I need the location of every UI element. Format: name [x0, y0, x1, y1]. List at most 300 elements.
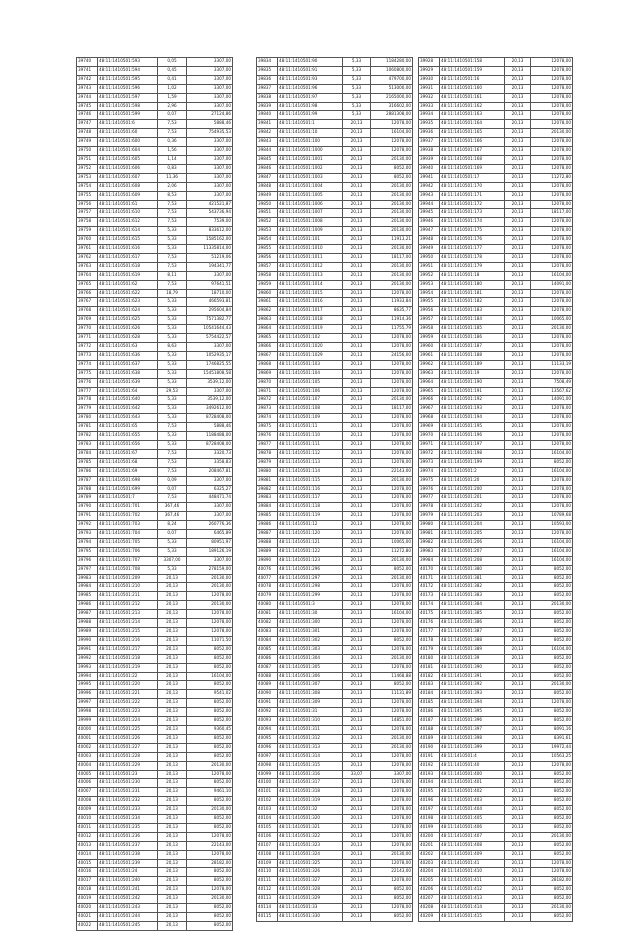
cadastral-number-cell: 48:11:1410501:1012: [278, 262, 343, 271]
cadastral-number-cell: 48:11:1410501:323: [278, 841, 343, 850]
area-cell: 20,13: [505, 325, 531, 334]
table-row: [257, 663, 413, 672]
area-cell: 20,13: [505, 494, 531, 503]
table-row: [77, 253, 233, 262]
value-cell: 295604,84: [187, 307, 233, 316]
value-cell: 8052,00: [371, 913, 413, 922]
area-cell: 20,13: [343, 191, 371, 200]
area-cell: 20,13: [505, 387, 531, 396]
value-cell: 3307,00: [187, 387, 233, 396]
area-cell: 8,11: [158, 271, 187, 280]
area-cell: 7,53: [158, 280, 187, 289]
cadastral-number-cell: 48:11:1410501:305: [278, 663, 343, 672]
cadastral-number-cell: 48:11:1410501:244: [98, 913, 158, 922]
value-cell: 12078,00: [531, 253, 573, 262]
cadastral-number-cell: 48:11:1410501:172: [440, 200, 505, 209]
area-cell: 20,13: [343, 619, 371, 628]
area-cell: 20,13: [505, 396, 531, 405]
cadastral-number-cell: 48:11:1410501:23: [98, 770, 158, 779]
value-cell: 12078,00: [371, 601, 413, 610]
table-row: [257, 271, 413, 280]
row-number-cell: 39777: [77, 387, 98, 396]
row-number-cell: 39873: [257, 405, 278, 414]
value-cell: 8052,00: [531, 841, 573, 850]
value-cell: 8052,00: [531, 850, 573, 859]
cadastral-number-cell: 48:11:1410501:1020: [278, 343, 343, 352]
value-cell: 12078,00: [371, 512, 413, 521]
table-row: [77, 841, 233, 850]
table-row: [77, 467, 233, 476]
area-cell: 20,13: [158, 913, 187, 922]
table-row: [419, 351, 573, 360]
row-number-cell: 40200: [419, 832, 440, 841]
table-row: [77, 155, 233, 164]
row-number-cell: 39853: [257, 227, 278, 236]
value-cell: 20130,00: [531, 601, 573, 610]
value-cell: 3539,12,00: [187, 378, 233, 387]
row-number-cell: 40207: [419, 895, 440, 904]
row-number-cell: 40197: [419, 806, 440, 815]
area-cell: 20,13: [505, 886, 531, 895]
cadastral-number-cell: 48:11:1410501:235: [98, 823, 158, 832]
table-row: [257, 512, 413, 521]
row-number-cell: 39776: [77, 378, 98, 387]
table-row: [77, 245, 233, 254]
cadastral-number-cell: 48:11:1410501:174: [440, 218, 505, 227]
cadastral-number-cell: 48:11:1410501:167: [440, 147, 505, 156]
row-number-cell: 39957: [419, 316, 440, 325]
table-row: [419, 432, 573, 441]
area-cell: 20,13: [505, 761, 531, 770]
area-cell: 20,13: [505, 351, 531, 360]
row-number-cell: 40085: [257, 645, 278, 654]
area-cell: 5,33: [343, 58, 371, 67]
row-number-cell: 39850: [257, 200, 278, 209]
table-row: [257, 636, 413, 645]
value-cell: 12078,00: [531, 191, 573, 200]
table-row: [419, 476, 573, 485]
row-number-cell: 39844: [257, 147, 278, 156]
cadastral-number-cell: 48:11:1410501:389: [440, 645, 505, 654]
area-cell: 5,33: [343, 102, 371, 111]
area-cell: 20,13: [505, 84, 531, 93]
area-cell: 0,07: [158, 485, 187, 494]
value-cell: 12078,00: [371, 360, 413, 369]
table-row: [257, 236, 413, 245]
cadastral-number-cell: 48:11:1410501:98: [278, 102, 343, 111]
area-cell: 20,13: [343, 414, 371, 423]
value-cell: 208467,81: [187, 467, 233, 476]
area-cell: 20,13: [158, 708, 187, 717]
value-cell: 8052,00: [531, 458, 573, 467]
value-cell: 20130,00: [371, 182, 413, 191]
cadastral-number-cell: 48:11:1410501:599: [98, 111, 158, 120]
cadastral-number-cell: 48:11:1410501:605: [98, 155, 158, 164]
cadastral-number-cell: 48:11:1410501:64: [98, 387, 158, 396]
area-cell: 20,13: [505, 476, 531, 485]
cadastral-number-cell: 48:11:1410501:1019: [278, 325, 343, 334]
value-cell: 20130,00: [531, 129, 573, 138]
area-cell: 20,13: [158, 850, 187, 859]
cadastral-number-cell: 48:11:1410501:619: [98, 271, 158, 280]
area-cell: 20,13: [505, 155, 531, 164]
area-cell: 0,41: [158, 75, 187, 84]
area-cell: 20,13: [343, 129, 371, 138]
table-row: [257, 262, 413, 271]
table-row: [77, 565, 233, 574]
table-row: [257, 601, 413, 610]
row-number-cell: 39768: [77, 307, 98, 316]
area-cell: 20,13: [343, 405, 371, 414]
area-cell: 20,13: [505, 485, 531, 494]
table-row: [77, 708, 233, 717]
table-row: [419, 583, 573, 592]
row-number-cell: 39932: [419, 93, 440, 102]
table-row: [77, 556, 233, 565]
area-cell: 20,13: [505, 725, 531, 734]
area-cell: 5,33: [158, 351, 187, 360]
cadastral-number-cell: 48:11:1410501:322: [278, 832, 343, 841]
row-number-cell: 39977: [419, 494, 440, 503]
value-cell: 833612,00: [187, 227, 233, 236]
cadastral-number-cell: 48:11:1410501:234: [98, 815, 158, 824]
table-row: [257, 823, 413, 832]
row-number-cell: 40203: [419, 859, 440, 868]
row-number-cell: 39993: [77, 663, 98, 672]
cadastral-number-cell: 48:11:1410501:612: [98, 218, 158, 227]
row-number-cell: 39779: [77, 405, 98, 414]
row-number-cell: 40081: [257, 610, 278, 619]
row-number-cell: 39888: [257, 538, 278, 547]
area-cell: 20,13: [158, 699, 187, 708]
value-cell: 12078,00: [371, 378, 413, 387]
row-number-cell: 39767: [77, 298, 98, 307]
row-number-cell: 40100: [257, 779, 278, 788]
area-cell: 20,13: [343, 503, 371, 512]
cadastral-number-cell: 48:11:1410501:171: [440, 191, 505, 200]
table-row: [419, 494, 573, 503]
cadastral-number-cell: 48:11:1410501:596: [98, 84, 158, 93]
value-cell: 12078,00: [371, 334, 413, 343]
table-row: [77, 574, 233, 583]
value-cell: 11468,88: [371, 672, 413, 681]
table-row: [77, 628, 233, 637]
row-number-cell: 40002: [77, 743, 98, 752]
area-cell: 20,13: [505, 850, 531, 859]
cadastral-number-cell: 48:11:1410501:302: [278, 636, 343, 645]
area-cell: 20,13: [343, 583, 371, 592]
value-cell: 12078,00: [531, 432, 573, 441]
value-cell: 10593,00: [531, 521, 573, 530]
cadastral-number-cell: 48:11:1410501:210: [98, 583, 158, 592]
row-number-cell: 39995: [77, 681, 98, 690]
area-cell: 20,13: [343, 218, 371, 227]
cadastral-number-cell: 48:11:1410501:410: [440, 868, 505, 877]
value-cell: 479700,00: [371, 75, 413, 84]
row-number-cell: 40104: [257, 815, 278, 824]
value-cell: 12078,00: [531, 66, 573, 75]
value-cell: 12078,00: [531, 236, 573, 245]
cadastral-number-cell: 48:11:1410501:297: [278, 574, 343, 583]
row-number-cell: 39773: [77, 351, 98, 360]
table-row: [77, 200, 233, 209]
cadastral-number-cell: 48:11:1410501:40: [440, 761, 505, 770]
value-cell: 12078,00: [371, 859, 413, 868]
row-number-cell: 39763: [77, 262, 98, 271]
table-row: [77, 512, 233, 521]
area-cell: 20,13: [343, 841, 371, 850]
area-cell: 20,13: [343, 823, 371, 832]
value-cell: 20130,00: [187, 895, 233, 904]
row-number-cell: 40191: [419, 752, 440, 761]
cadastral-number-cell: 48:11:1410501:33: [278, 904, 343, 913]
value-cell: 8052,00: [531, 886, 573, 895]
value-cell: 8052,00: [187, 699, 233, 708]
table-row: [257, 396, 413, 405]
value-cell: 12078,00: [531, 138, 573, 147]
area-cell: 20,13: [343, 120, 371, 129]
area-cell: 20,13: [343, 147, 371, 156]
value-cell: 8052,00: [187, 868, 233, 877]
area-cell: 20,13: [158, 761, 187, 770]
area-cell: 20,13: [505, 699, 531, 708]
cadastral-number-cell: 48:11:1410501:1017: [278, 307, 343, 316]
cadastral-number-cell: 48:11:1410501:214: [98, 619, 158, 628]
row-number-cell: 40205: [419, 877, 440, 886]
area-cell: 20,13: [343, 699, 371, 708]
cadastral-number-cell: 48:11:1410501:105: [278, 378, 343, 387]
table-row: [77, 271, 233, 280]
area-cell: 20,13: [343, 815, 371, 824]
row-number-cell: 40021: [77, 913, 98, 922]
cadastral-number-cell: 48:11:1410501:393: [440, 690, 505, 699]
row-number-cell: 39882: [257, 485, 278, 494]
table-row: [77, 699, 233, 708]
cadastral-number-cell: 48:11:1410501:608: [98, 182, 158, 191]
table-row: [419, 387, 573, 396]
value-cell: 12078,00: [371, 797, 413, 806]
area-cell: 20,13: [343, 155, 371, 164]
cadastral-number-cell: 48:11:1410501:122: [278, 547, 343, 556]
value-cell: 8052,00: [531, 788, 573, 797]
table-row: [257, 334, 413, 343]
value-cell: 8391,61: [531, 734, 573, 743]
row-number-cell: 40006: [77, 779, 98, 788]
cadastral-number-cell: 48:11:1410501:656: [98, 440, 158, 449]
cadastral-number-cell: 48:11:1410501:173: [440, 209, 505, 218]
row-number-cell: 39749: [77, 138, 98, 147]
row-number-cell: 39991: [77, 645, 98, 654]
value-cell: 8052,00: [371, 636, 413, 645]
cadastral-number-cell: 48:11:1410501:245: [98, 921, 158, 930]
row-number-cell: 39851: [257, 209, 278, 218]
area-cell: 20,13: [505, 58, 531, 67]
row-number-cell: 39940: [419, 164, 440, 173]
cadastral-number-cell: 48:11:1410501:391: [440, 672, 505, 681]
row-number-cell: 39871: [257, 387, 278, 396]
table-row: [77, 886, 233, 895]
row-number-cell: 39965: [419, 387, 440, 396]
table-row: [257, 84, 413, 93]
row-number-cell: 40011: [77, 823, 98, 832]
value-cell: 11272,80: [531, 173, 573, 182]
area-cell: 20,13: [505, 503, 531, 512]
value-cell: 8052,00: [531, 895, 573, 904]
value-cell: 20130,00: [371, 227, 413, 236]
row-number-cell: 40083: [257, 628, 278, 637]
area-cell: 20,13: [343, 440, 371, 449]
table-row: [257, 699, 413, 708]
table-row: [257, 538, 413, 547]
row-number-cell: 40193: [419, 770, 440, 779]
cadastral-number-cell: 48:11:1410501:41: [440, 859, 505, 868]
row-number-cell: 39972: [419, 449, 440, 458]
row-number-cell: 39950: [419, 253, 440, 262]
row-number-cell: 39757: [77, 209, 98, 218]
area-cell: 0,05: [158, 58, 187, 67]
table-row: [419, 547, 573, 556]
table-row: [419, 850, 573, 859]
area-cell: 20,13: [158, 734, 187, 743]
table-row: [77, 823, 233, 832]
row-number-cell: 40183: [419, 681, 440, 690]
row-number-cell: 39994: [77, 672, 98, 681]
area-cell: 20,13: [343, 236, 371, 245]
area-cell: 20,13: [158, 636, 187, 645]
table-row: [257, 458, 413, 467]
table-row: [419, 84, 573, 93]
area-cell: 20,13: [158, 886, 187, 895]
value-cell: 20130,00: [371, 743, 413, 752]
cadastral-number-cell: 48:11:1410501:594: [98, 66, 158, 75]
value-cell: 20130,00: [187, 601, 233, 610]
row-number-cell: 39859: [257, 280, 278, 289]
row-number-cell: 39881: [257, 476, 278, 485]
value-cell: 543736,94: [187, 209, 233, 218]
area-cell: 20,13: [505, 788, 531, 797]
area-cell: 20,13: [343, 859, 371, 868]
table-row: [77, 218, 233, 227]
value-cell: 12078,00: [531, 164, 573, 173]
cadastral-number-cell: 48:11:1410501:175: [440, 227, 505, 236]
cadastral-number-cell: 48:11:1410501:655: [98, 432, 158, 441]
value-cell: 316602,00: [371, 102, 413, 111]
value-cell: 10065,00: [531, 316, 573, 325]
area-cell: 20,13: [505, 75, 531, 84]
area-cell: 20,13: [505, 129, 531, 138]
table-row: [257, 378, 413, 387]
area-cell: 20,13: [505, 913, 531, 922]
value-cell: 12078,00: [531, 84, 573, 93]
cadastral-number-cell: 48:11:1410501:19: [440, 369, 505, 378]
area-cell: 20,13: [505, 173, 531, 182]
cadastral-number-cell: 48:11:1410501:404: [440, 806, 505, 815]
row-number-cell: 39772: [77, 343, 98, 352]
area-cell: 20,13: [505, 877, 531, 886]
row-number-cell: 40102: [257, 797, 278, 806]
row-number-cell: 39886: [257, 521, 278, 530]
table-row: [419, 458, 573, 467]
row-number-cell: 39785: [77, 458, 98, 467]
cadastral-number-cell: 48:11:1410501:18: [440, 271, 505, 280]
value-cell: 8728408,00: [187, 440, 233, 449]
row-number-cell: 39992: [77, 654, 98, 663]
area-cell: 20,13: [505, 227, 531, 236]
value-cell: 20130,00: [187, 761, 233, 770]
area-cell: 20,13: [343, 628, 371, 637]
area-cell: 20,13: [505, 432, 531, 441]
row-number-cell: 40080: [257, 601, 278, 610]
table-row: [77, 182, 233, 191]
row-number-cell: 40022: [77, 921, 98, 930]
area-cell: 20,13: [505, 530, 531, 539]
cadastral-number-cell: 48:11:1410501:1016: [278, 298, 343, 307]
value-cell: 12078,00: [531, 93, 573, 102]
value-cell: 12078,00: [187, 770, 233, 779]
row-number-cell: 39962: [419, 360, 440, 369]
table-row: [77, 129, 233, 138]
area-cell: 20,13: [343, 717, 371, 726]
table-row: [419, 182, 573, 191]
table-row: [419, 369, 573, 378]
row-number-cell: 40082: [257, 619, 278, 628]
value-cell: 8052,00: [531, 913, 573, 922]
cadastral-number-cell: 48:11:1410501:238: [98, 850, 158, 859]
cadastral-number-cell: 48:11:1410501:192: [440, 396, 505, 405]
table-row: [77, 868, 233, 877]
table-row: [419, 440, 573, 449]
area-cell: 20,13: [505, 832, 531, 841]
row-number-cell: 40204: [419, 868, 440, 877]
value-cell: 8052,00: [187, 779, 233, 788]
row-number-cell: 40209: [419, 913, 440, 922]
row-number-cell: 39874: [257, 414, 278, 423]
table-row: [77, 120, 233, 129]
value-cell: 8052,00: [531, 823, 573, 832]
value-cell: 97641,51: [187, 280, 233, 289]
table-row: [77, 414, 233, 423]
area-cell: 20,13: [343, 868, 371, 877]
row-number-cell: 39864: [257, 325, 278, 334]
cadastral-number-cell: 48:11:1410501:110: [278, 432, 343, 441]
table-row: [257, 485, 413, 494]
value-cell: 24156,00: [371, 351, 413, 360]
area-cell: 20,13: [343, 378, 371, 387]
value-cell: 12078,00: [371, 645, 413, 654]
cadastral-number-cell: 48:11:1410501:62: [98, 280, 158, 289]
area-cell: 1,14: [158, 155, 187, 164]
cadastral-number-cell: 48:11:1410501:399: [440, 743, 505, 752]
cadastral-number-cell: 48:11:1410501:67: [98, 449, 158, 458]
value-cell: 3307,00: [187, 84, 233, 93]
table-row: [419, 815, 573, 824]
table-row: [257, 654, 413, 663]
area-cell: 20,13: [505, 271, 531, 280]
value-cell: 8052,00: [187, 663, 233, 672]
cadastral-number-cell: 48:11:1410501:6: [98, 120, 158, 129]
row-number-cell: 40012: [77, 832, 98, 841]
area-cell: 20,13: [505, 895, 531, 904]
table-row: [419, 467, 573, 476]
table-row: [77, 173, 233, 182]
cadastral-number-cell: 48:11:1410501:202: [440, 503, 505, 512]
area-cell: 20,13: [505, 592, 531, 601]
value-cell: 189126,19: [187, 547, 233, 556]
cadastral-number-cell: 48:11:1410501:1015: [278, 289, 343, 298]
row-number-cell: 39861: [257, 298, 278, 307]
table-row: [419, 343, 573, 352]
value-cell: 12078,00: [371, 628, 413, 637]
